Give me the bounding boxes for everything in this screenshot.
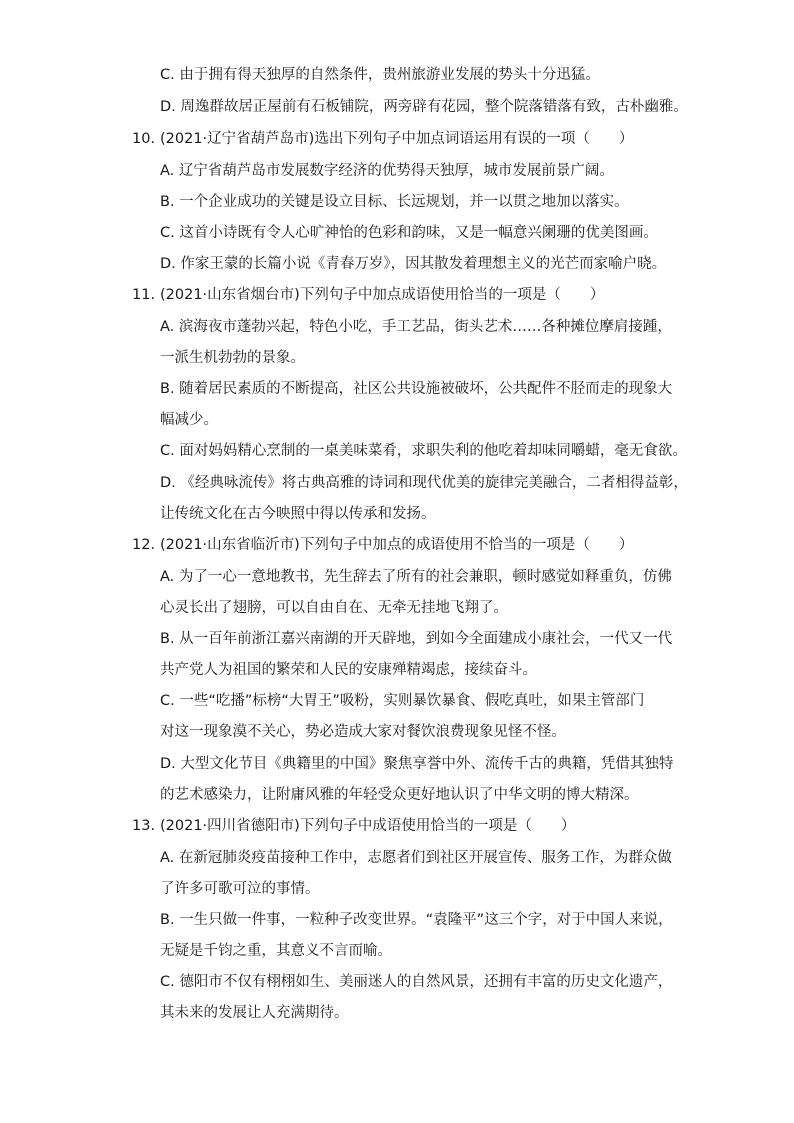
question-12-option-d-cont: 的艺术感染力，让附庸风雅的年轻受众更好地认识了中华文明的博大精深。 [160, 787, 639, 803]
question-11-number: 11. [132, 287, 156, 303]
question-12-option-c: C. 一些“吃播”标榜“大胃王”吸粉，实则暴饮暴食、假吃真吐，如果主管部门 [160, 693, 645, 709]
option-d-prev: D. 周逸群故居正屋前有石板铺院，两旁辟有花园，整个院落错落有致，古朴幽雅。 [160, 99, 688, 115]
question-13-stem: (2021·四川省德阳市)下列句子中成语使用恰当的一项是（ ） [160, 818, 576, 834]
question-10-stem: (2021·辽宁省葫芦岛市)选出下列句子中加点词语运用有误的一项（ ） [160, 131, 634, 147]
question-11-option-b-cont: 幅减少。 [160, 412, 218, 428]
question-10-option-b: B. 一个企业成功的关键是设立目标、长远规划，并一以贯之地加以落实。 [160, 194, 629, 210]
question-12-number: 12. [132, 537, 156, 553]
question-13-option-b-cont: 无疑是千钧之重，其意义不言而喻。 [160, 943, 392, 959]
question-12-option-b-cont: 共产党人为祖国的繁荣和人民的安康殚精竭虑，接续奋斗。 [160, 662, 537, 678]
question-11-option-d: D. 《经典咏流传》将古典高雅的诗词和现代优美的旋律完美融合，二者相得益彰， [160, 475, 688, 491]
question-10-option-c: C. 这首小诗既有令人心旷神怡的色彩和韵味，又是一幅意兴阑珊的优美图画。 [160, 225, 658, 241]
question-11-option-a-cont: 一派生机勃勃的景象。 [160, 350, 305, 366]
question-11-option-d-cont: 让传统文化在古今映照中得以传承和发扬。 [160, 506, 436, 522]
question-11-option-c: C. 面对妈妈精心烹制的一桌美味菜肴，求职失利的他吃着却味同嚼蜡，毫无食欲。 [160, 443, 687, 459]
question-10-number: 10. [132, 131, 156, 147]
question-11-stem: (2021·山东省烟台市)下列句子中加点成语使用恰当的一项是（ ） [160, 287, 605, 303]
question-12-option-b: B. 从一百年前浙江嘉兴南湖的开天辟地，到如今全面建成小康社会，一代又一代 [160, 631, 673, 647]
question-13-option-b: B. 一生只做一件事，一粒种子改变世界。“袁隆平”这三个字，对于中国人来说， [160, 912, 673, 928]
question-12-option-d: D. 大型文化节目《典籍里的中国》聚焦享誉中外、流传千古的典籍，凭借其独特 [160, 756, 674, 772]
question-12-option-a: A. 为了一心一意地教书，先生辞去了所有的社会兼职，顿时感觉如释重负，仿佛 [160, 569, 672, 585]
question-13-option-c-cont: 其未来的发展让人充满期待。 [160, 1005, 349, 1021]
question-13-option-a: A. 在新冠肺炎疫苗接种工作中，志愿者们到社区开展宣传、服务工作，为群众做 [160, 850, 672, 866]
question-13-option-c: C. 德阳市不仅有栩栩如生、美丽迷人的自然风景，还拥有丰富的历史文化遗产， [160, 974, 673, 990]
question-13-option-a-cont: 了许多可歌可泣的事情。 [160, 881, 320, 897]
question-11-option-a: A. 滨海夜市蓬勃兴起，特色小吃，手工艺品，街头艺术……各种摊位摩肩接踵， [160, 319, 672, 335]
question-11-option-b: B. 随着居民素质的不断提高，社区公共设施被破坏，公共配件不胫而走的现象大 [160, 381, 673, 397]
question-12-stem: (2021·山东省临沂市)下列句子中加点的成语使用不恰当的一项是（ ） [160, 537, 634, 553]
question-10-option-d: D. 作家王蒙的长篇小说《青春万岁》，因其散发着理想主义的光芒而家喻户晓。 [160, 256, 667, 272]
option-c-prev: C. 由于拥有得天独厚的自然条件，贵州旅游业发展的势头十分迅猛。 [160, 67, 600, 83]
question-13-number: 13. [132, 818, 156, 834]
question-12-option-a-cont: 心灵长出了翅膀，可以自由自在、无牵无挂地飞翔了。 [160, 600, 508, 616]
question-12-option-c-cont: 对这一现象漠不关心，势必造成大家对餐饮浪费现象见怪不怪。 [160, 724, 566, 740]
question-10-option-a: A. 辽宁省葫芦岛市发展数字经济的优势得天独厚，城市发展前景广阔。 [160, 163, 614, 179]
